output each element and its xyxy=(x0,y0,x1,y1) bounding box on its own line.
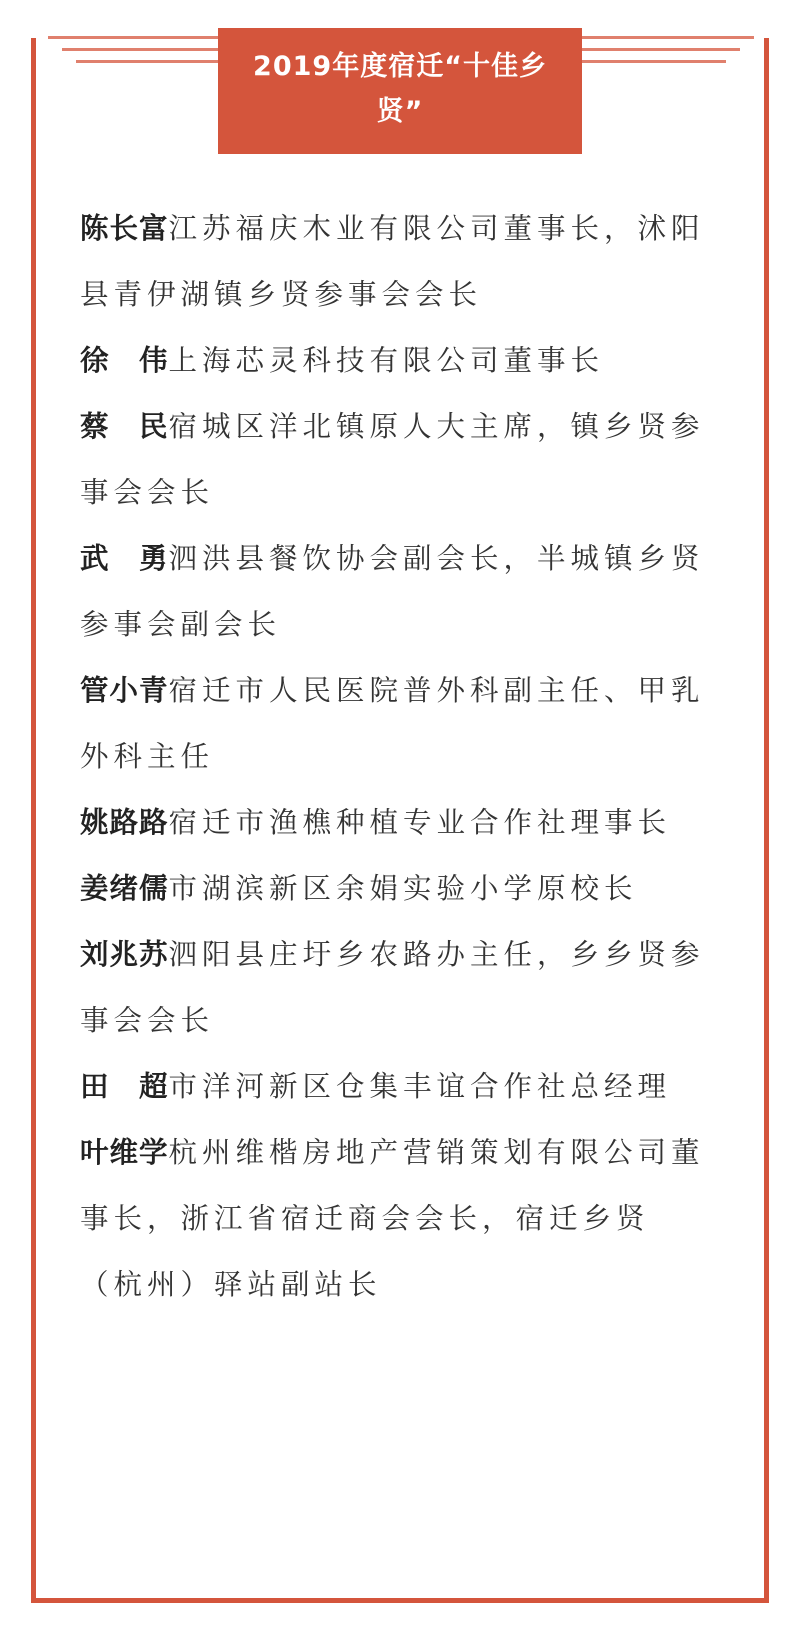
honoree-name: 田 超 xyxy=(80,1070,169,1103)
honoree-description: 江苏福庆木业有限公司董事长，沭阳县青伊湖镇乡贤参事会会长 xyxy=(80,212,705,311)
title-decoration-left xyxy=(48,36,218,66)
honoree-name: 刘兆苏 xyxy=(80,938,169,971)
honoree-list xyxy=(80,196,708,1318)
list-item xyxy=(80,922,708,1054)
honoree-name: 陈长富 xyxy=(80,212,169,245)
list-item xyxy=(80,658,708,790)
list-item xyxy=(80,526,708,658)
page-title: 2019年度宿迁“十佳乡贤” xyxy=(253,51,547,127)
list-item xyxy=(80,196,708,328)
list-item xyxy=(80,856,708,922)
honoree-description: 市湖滨新区余娟实验小学原校长 xyxy=(168,872,638,905)
honoree-description: 上海芯灵科技有限公司董事长 xyxy=(168,344,605,377)
honoree-description: 宿城区洋北镇原人大主席，镇乡贤参事会会长 xyxy=(80,410,705,509)
title-banner xyxy=(218,28,582,154)
list-item xyxy=(80,394,708,526)
honoree-description: 宿迁市人民医院普外科副主任、甲乳外科主任 xyxy=(80,674,705,773)
honoree-name: 蔡 民 xyxy=(80,410,169,443)
honoree-description: 杭州维楷房地产营销策划有限公司董事长，浙江省宿迁商会会长，宿迁乡贤（杭州）驿站副站长 xyxy=(80,1136,705,1301)
honoree-name: 姚路路 xyxy=(80,806,169,839)
title-decoration-right xyxy=(582,36,754,66)
honoree-name: 叶维学 xyxy=(80,1136,169,1169)
honoree-description: 泗洪县餐饮协会副会长，半城镇乡贤参事会副会长 xyxy=(80,542,705,641)
honoree-name: 姜绪儒 xyxy=(80,872,169,905)
list-item xyxy=(80,790,708,856)
honoree-name: 武 勇 xyxy=(80,542,169,575)
honoree-description: 宿迁市渔樵种植专业合作社理事长 xyxy=(168,806,672,839)
honoree-name: 管小青 xyxy=(80,674,169,707)
honoree-name: 徐 伟 xyxy=(80,344,169,377)
list-item xyxy=(80,328,708,394)
honoree-description: 市洋河新区仓集丰谊合作社总经理 xyxy=(168,1070,672,1103)
list-item xyxy=(80,1054,708,1120)
honoree-description: 泗阳县庄圩乡农路办主任，乡乡贤参事会会长 xyxy=(80,938,705,1037)
list-item xyxy=(80,1120,708,1318)
